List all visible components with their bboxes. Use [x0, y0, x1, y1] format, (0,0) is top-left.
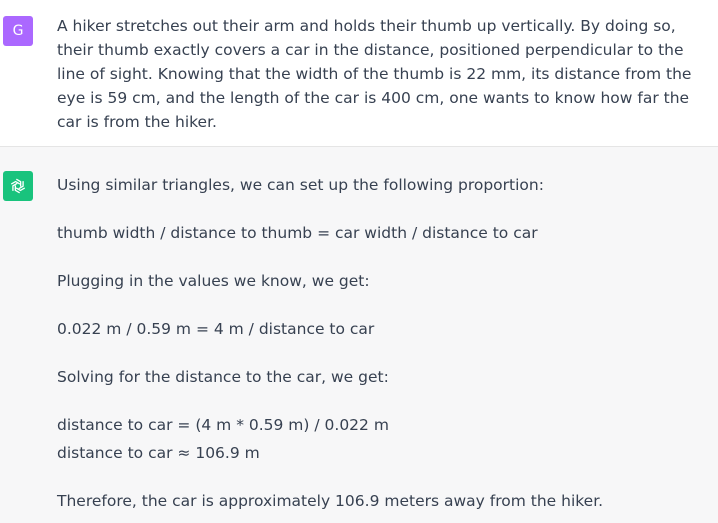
assistant-formula-line-1: distance to car = (4 m * 0.59 m) / 0.022 m — [57, 416, 389, 434]
assistant-paragraph-proportion: thumb width / distance to thumb = car width / distance to car — [57, 224, 538, 242]
user-message-text: A hiker stretches out their arm and holds their thumb up vertically. By doing so, their thumb exactly covers a car in the distance, positioned perpendicular to the line of sight. Knowing that the width of the thumb is 22 mm, its distance from the eye is 59 cm, and the length of the car is 400 cm, one wants to know how far the car is from the hiker. — [57, 17, 692, 131]
openai-logo-icon — [8, 176, 28, 196]
assistant-paragraph-equation: 0.022 m / 0.59 m = 4 m / distance to car — [57, 320, 375, 338]
assistant-paragraph-solving: Solving for the distance to the car, we get: — [57, 368, 389, 386]
assistant-message-row — [0, 147, 718, 523]
assistant-avatar — [3, 171, 33, 201]
assistant-formula-line-2: distance to car ≈ 106.9 m — [57, 444, 260, 462]
assistant-paragraph-intro: Using similar triangles, we can set up the following proportion: — [57, 176, 544, 194]
user-avatar-letter: G — [12, 23, 24, 39]
user-message-row — [0, 0, 718, 147]
assistant-paragraph-plugging: Plugging in the values we know, we get: — [57, 272, 370, 290]
assistant-paragraph-conclusion: Therefore, the car is approximately 106.9 meters away from the hiker. — [57, 492, 604, 510]
user-avatar — [3, 16, 33, 46]
